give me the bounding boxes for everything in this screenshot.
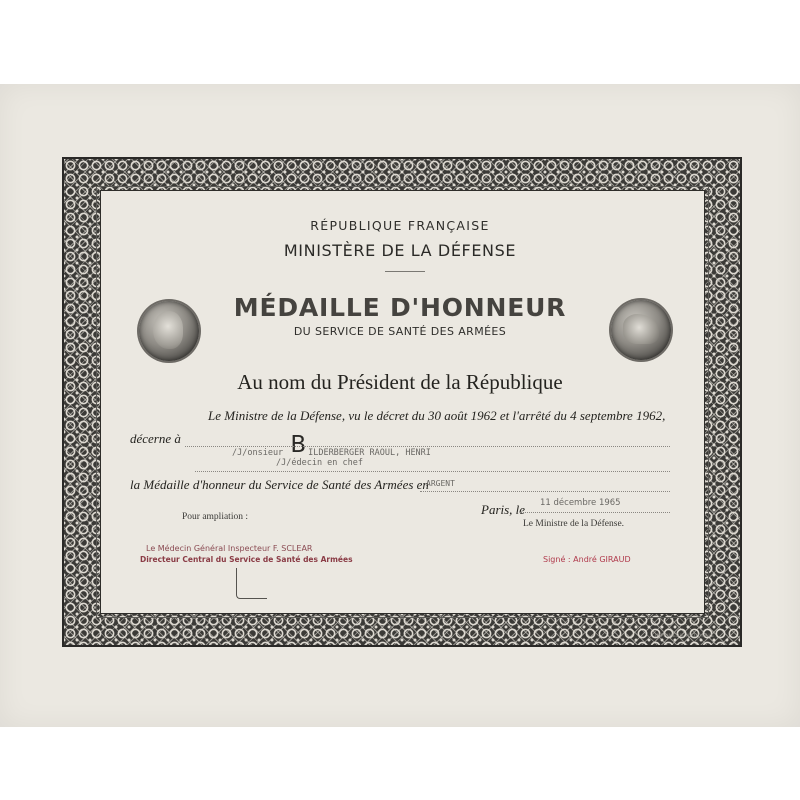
signatory-title: Le Ministre de la Défense. (523, 519, 625, 529)
medal-subtitle: DU SERVICE DE SANTÉ DES ARMÉES (293, 325, 507, 338)
heading-divider (385, 271, 425, 272)
decerne-label: décerne à (130, 431, 181, 446)
printer-mark: IMPRIMERIE NATIONALE (655, 634, 715, 639)
ministere-heading: MINISTÈRE DE LA DÉFENSE (283, 241, 517, 260)
pour-ampliation-label: Pour ampliation : (182, 512, 248, 522)
grade-dotted-line (195, 471, 670, 472)
decree-line: Le Ministre de la Défense, vu le décret du 30 août 1962 et l'arrêté du 4 septembre 1962, (208, 408, 666, 423)
certificate-paper (0, 84, 800, 727)
signed-by: Signé : André GIRAUD (543, 555, 631, 564)
stamp-line-1: Le Médecin Général Inspecteur F. SCLEAR (146, 544, 313, 553)
echelon-dotted-line (420, 491, 670, 492)
recipient-name: ILDERBERGER RAOUL, HENRI (308, 448, 431, 458)
medal-line: la Médaille d'honneur du Service de Santé des Armées en (130, 477, 429, 492)
recipient-initial: B (290, 432, 307, 458)
echelon-field: ARGENT (426, 479, 455, 488)
stamp-line-2: Directeur Central du Service de Santé des Armées (140, 555, 353, 564)
date-dotted-line (520, 512, 670, 513)
medal-title: MÉDAILLE D'HONNEUR (233, 293, 567, 322)
place-label: Paris, le (481, 502, 526, 517)
recipient-prefix: /J/onsieur (232, 448, 284, 458)
preamble-text: Au nom du Président de la République (237, 370, 563, 394)
recipient-dotted-line (185, 446, 670, 447)
republique-heading: RÉPUBLIQUE FRANÇAISE (310, 218, 490, 233)
grade-field: /J/édecin en chef (276, 458, 363, 468)
handwritten-signature (236, 568, 267, 599)
date-field: 11 décembre 1965 (540, 498, 621, 508)
